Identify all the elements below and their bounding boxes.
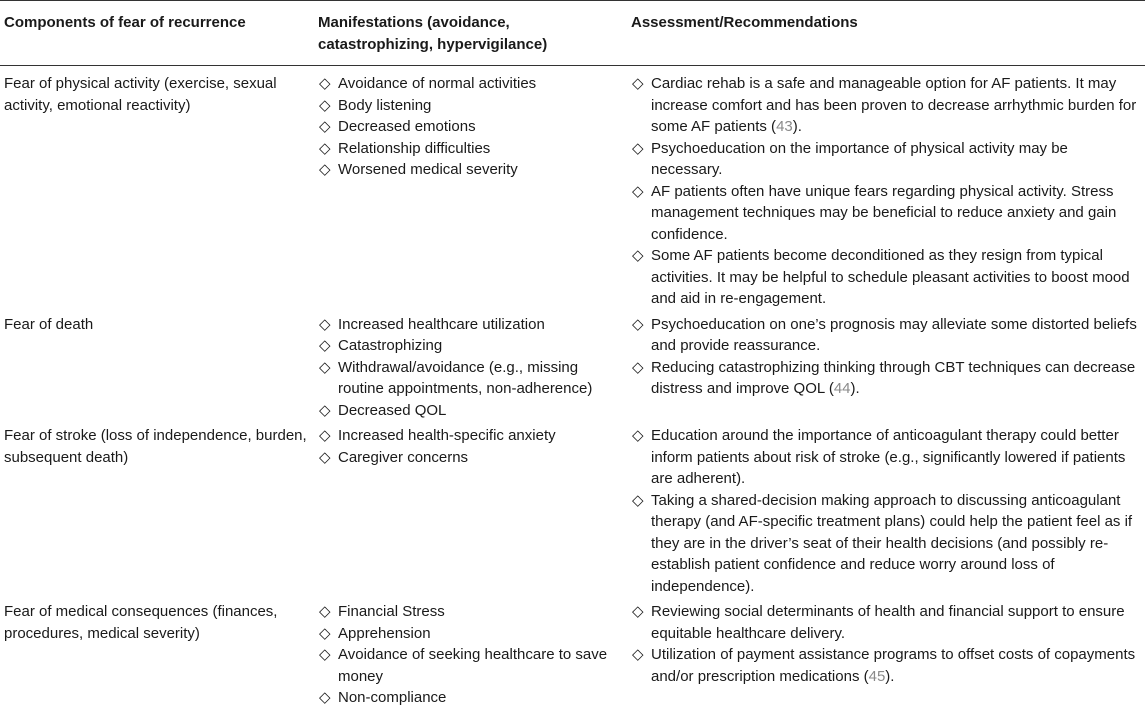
diamond-bullet-icon: ◇ [319,624,331,642]
manifestation-text: Caregiver concerns [338,448,469,466]
manifestation-item [318,95,623,117]
manifestation-text: Catastrophizing [338,337,443,354]
recommendation-text: Some AF patients become deconditioned as they resign from typical activities. It may be helpful to schedule pleasant activities to boost mood and aid in re-engagement. [651,247,1130,307]
manifestation-text: Non-compliance [338,689,447,706]
recommendation-item [631,425,1139,490]
manifestation-item [318,623,623,645]
diamond-bullet-icon: ◇ [632,315,644,333]
manifestation-text: Financial Stress [338,603,445,620]
manifestation-text: Worsened medical severity [338,161,518,178]
manifestations-list [318,73,623,181]
reference-link[interactable]: 45 [868,667,886,685]
recommendations-cell [631,314,1145,422]
reference-link[interactable]: 43 [776,118,793,135]
manifestation-text: Relationship difficulties [338,139,491,157]
component-cell: Fear of medical consequences (finances, procedures, medical severity) [4,603,278,642]
diamond-bullet-icon: ◇ [319,161,331,178]
manifestations-list [318,601,623,709]
diamond-bullet-icon: ◇ [319,118,331,135]
manifestation-item [318,335,623,357]
diamond-bullet-icon: ◇ [319,358,331,376]
recommendation-text: Taking a shared-decision making approach to discussing anticoagulant therapy (and AF-specific treatment plans) could help the patient feel as if they are in the driver’s seat of their health decisions (and possibly re-establish patient confidence and reduce worry around loss of independence). [651,491,1133,595]
manifestations-cell [318,314,631,422]
manifestations-cell [318,601,631,709]
diamond-bullet-icon: ◇ [319,315,331,333]
recommendation-item [631,73,1139,138]
recommendation-text-end: ). [850,380,860,397]
manifestations-list [318,425,623,468]
manifestations-cell [318,73,631,310]
table-body [0,66,1145,709]
component-cell: Fear of death [4,315,94,333]
header-components: Components of fear of recurrence [4,14,246,31]
diamond-bullet-icon: ◇ [319,448,331,466]
diamond-bullet-icon: ◇ [319,337,331,354]
diamond-bullet-icon: ◇ [632,247,644,264]
reference-link[interactable]: 44 [833,380,851,397]
recommendation-text: AF patients often have unique fears regarding physical activity. Stress management techniques may be beneficial to reduce anxiety and gain confidence. [651,182,1117,243]
diamond-bullet-icon: ◇ [319,646,331,663]
recommendation-text: Reducing catastrophizing thinking through CBT techniques can decrease distress and improve QOL ( [651,358,1136,397]
header-recommendations: Assessment/Recommendations [631,14,858,31]
header-manifestations: Manifestations (avoidance, catastrophizing, hypervigilance) [318,14,548,53]
diamond-bullet-icon: ◇ [319,603,331,620]
manifestation-item [318,73,623,95]
diamond-bullet-icon: ◇ [632,603,644,620]
manifestation-text: Increased health-specific anxiety [338,427,556,444]
recommendation-text-end: ). [885,667,895,685]
diamond-bullet-icon: ◇ [632,358,644,376]
manifestation-text: Apprehension [338,624,431,642]
manifestation-item [318,138,623,160]
recommendation-text: Psychoeducation on one’s prognosis may alleviate some distorted beliefs and provide reassurance. [651,315,1137,354]
recommendation-item [631,314,1139,357]
manifestation-text: Body listening [338,96,432,114]
recommendation-text-end: ). [792,118,802,135]
recommendation-text: Cardiac rehab is a safe and manageable option for AF patients. It may increase comfort and has been proven to decrease arrhythmic burden for some AF patients ( [651,75,1137,135]
recommendation-item [631,245,1139,310]
diamond-bullet-icon: ◇ [632,182,644,200]
recommendations-cell [631,601,1145,709]
diamond-bullet-icon: ◇ [632,139,644,157]
manifestation-item [318,159,623,181]
component-cell: Fear of stroke (loss of independence, burden, subsequent death) [4,427,307,466]
manifestation-text: Withdrawal/avoidance (e.g., missing routine appointments, non-adherence) [338,358,593,397]
manifestation-text: Decreased emotions [338,118,476,135]
manifestation-text: Decreased QOL [338,401,447,419]
recommendation-item [631,138,1139,181]
diamond-bullet-icon: ◇ [632,646,644,663]
recommendations-list [631,601,1139,687]
recommendation-text: Psychoeducation on the importance of physical activity may be necessary. [651,139,1068,178]
manifestation-item [318,400,623,422]
recommendation-text: Education around the importance of anticoagulant therapy could better inform patients about risk of stroke (e.g., significantly lowered if patients are adherent). [651,427,1126,487]
table-row [0,601,1145,709]
recommendation-text: Utilization of payment assistance programs to offset costs of copayments and/or prescription medications ( [651,646,1136,685]
manifestation-item [318,314,623,336]
recommendation-item [631,490,1139,598]
diamond-bullet-icon: ◇ [632,491,644,509]
recommendation-text: Reviewing social determinants of health and financial support to ensure equitable healthcare delivery. [651,603,1125,642]
table-row [0,73,1145,310]
diamond-bullet-icon: ◇ [319,139,331,157]
diamond-bullet-icon: ◇ [319,401,331,419]
component-cell: Fear of physical activity (exercise, sexual activity, emotional reactivity) [4,75,277,114]
manifestations-cell [318,425,631,597]
manifestation-item [318,116,623,138]
manifestation-text: Avoidance of seeking healthcare to save money [338,646,608,685]
recommendation-item [631,601,1139,644]
manifestation-item [318,601,623,623]
diamond-bullet-icon: ◇ [319,75,331,92]
manifestation-item [318,357,623,400]
table-row [0,425,1145,597]
recommendation-item [631,357,1139,400]
manifestation-text: Avoidance of normal activities [338,75,537,92]
recommendations-list [631,425,1139,597]
diamond-bullet-icon: ◇ [632,75,644,92]
table-header-row [0,1,1145,65]
manifestation-item [318,425,623,447]
manifestation-text: Increased healthcare utilization [338,315,545,333]
manifestation-item [318,687,623,709]
recommendations-cell [631,425,1145,597]
manifestation-item [318,447,623,469]
diamond-bullet-icon: ◇ [632,427,644,444]
diamond-bullet-icon: ◇ [319,96,331,114]
recommendations-list [631,314,1139,400]
manifestations-list [318,314,623,422]
recommendations-cell [631,73,1145,310]
diamond-bullet-icon: ◇ [319,427,331,444]
recommendation-item [631,644,1139,687]
recommendations-list [631,73,1139,310]
recommendation-item [631,181,1139,246]
table-row [0,314,1145,422]
manifestation-item [318,644,623,687]
diamond-bullet-icon: ◇ [319,689,331,706]
